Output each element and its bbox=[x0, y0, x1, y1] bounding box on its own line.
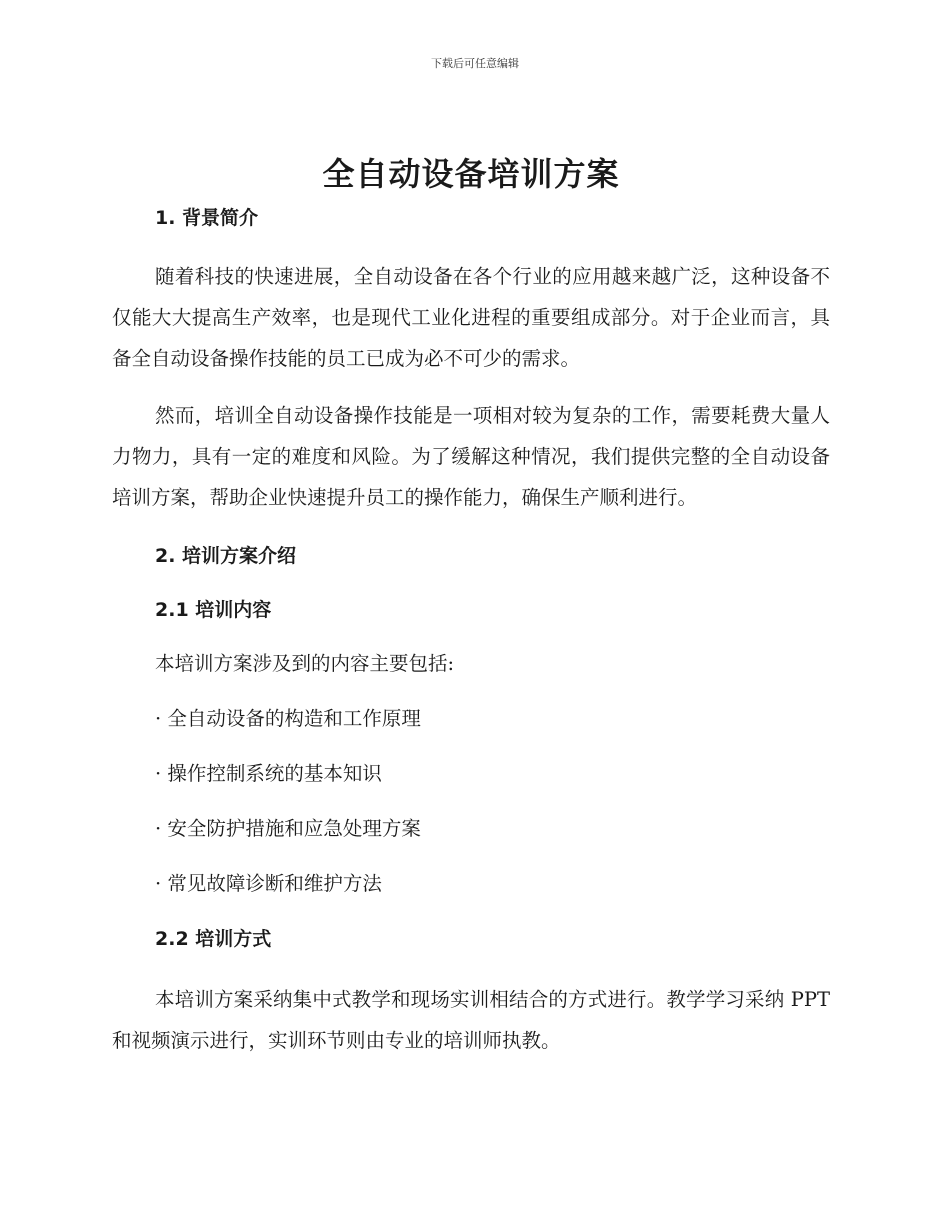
page-header-note: 下载后可任意编辑 bbox=[431, 57, 519, 70]
method-paragraph: 本培训方案采纳集中式教学和现场实训相结合的方式进行。教学学习采纳 PPT 和视频演示进行，实训环节则由专业的培训师执教。 bbox=[112, 988, 830, 1052]
subsection-heading-content: 2.1 培训内容 bbox=[155, 599, 272, 621]
section-heading-training-plan: 2. 培训方案介绍 bbox=[155, 545, 297, 567]
document-title: 全自动设备培训方案 bbox=[322, 155, 620, 193]
background-paragraph-1: 随着科技的快速进展，全自动设备在各个行业的应用越来越广泛，这种设备不仅能大大提高生产效率，也是现代工业化进程的重要组成部分。对于企业而言，具备全自动设备操作技能的员工已成为必不可少的需求。 bbox=[112, 265, 830, 370]
background-paragraph-2: 然而，培训全自动设备操作技能是一项相对较为复杂的工作，需要耗费大量人力物力，具有一定的难度和风险。为了缓解这种情况，我们提供完整的全自动设备培训方案，帮助企业快速提升员工的操作能力，确保生产顺利进行。 bbox=[112, 404, 830, 509]
subsection-heading-method: 2.2 培训方式 bbox=[155, 928, 272, 950]
content-intro: 本培训方案涉及到的内容主要包括: bbox=[155, 652, 455, 675]
content-list-item: · 安全防护措施和应急处理方案 bbox=[155, 817, 421, 840]
section-heading-background: 1. 背景简介 bbox=[155, 207, 259, 229]
content-list-item: · 全自动设备的构造和工作原理 bbox=[155, 707, 421, 730]
document-body bbox=[112, 150, 830, 1061]
content-list-item: · 常见故障诊断和维护方法 bbox=[155, 872, 382, 895]
content-list-item: · 操作控制系统的基本知识 bbox=[155, 762, 382, 785]
